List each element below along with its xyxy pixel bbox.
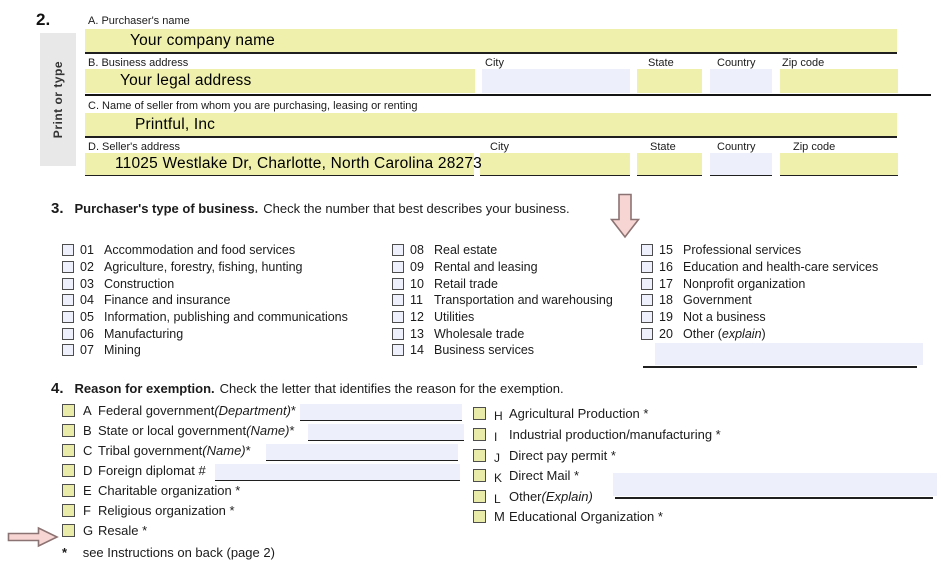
item-label: Direct Mail * bbox=[509, 468, 580, 483]
item-label: Not a business bbox=[683, 310, 766, 324]
seller-address-value[interactable]: 11025 Westlake Dr, Charlotte, North Carolina 28273 bbox=[115, 155, 482, 172]
checkbox-10[interactable] bbox=[392, 278, 404, 290]
item-number: 08 bbox=[410, 243, 424, 257]
item-label: Construction bbox=[104, 277, 175, 291]
checkbox-b[interactable] bbox=[62, 424, 75, 437]
item-label-italic: (Department) bbox=[214, 403, 291, 418]
arrow-down-icon bbox=[610, 193, 640, 239]
item-label: Foreign diplomat # bbox=[98, 463, 206, 478]
item-number: 04 bbox=[80, 293, 94, 307]
federal-government-input[interactable] bbox=[300, 404, 462, 421]
item-number: 01 bbox=[80, 243, 94, 257]
business-country-label: Country bbox=[717, 57, 756, 69]
item-letter: A bbox=[83, 403, 92, 418]
item-label-suffix: ) bbox=[761, 327, 766, 341]
business-address-label: B. Business address bbox=[88, 57, 189, 69]
other-exemption-input[interactable] bbox=[613, 473, 937, 496]
exemption-item-i bbox=[473, 427, 721, 442]
checkbox-04[interactable] bbox=[62, 294, 74, 306]
item-label: Direct pay permit * bbox=[509, 448, 616, 463]
checkbox-l[interactable] bbox=[473, 490, 486, 503]
item-letter: D bbox=[83, 463, 93, 478]
business-type-item-15 bbox=[641, 243, 801, 257]
item-label: Education and health-care services bbox=[683, 260, 879, 274]
item-number: 10 bbox=[410, 277, 424, 291]
foreign-diplomat-input[interactable] bbox=[215, 464, 460, 481]
exemption-item-b bbox=[62, 423, 295, 438]
checkbox-i[interactable] bbox=[473, 428, 486, 441]
section2-number: 2. bbox=[36, 10, 51, 29]
footnote-text: see Instructions on back (page 2) bbox=[82, 545, 275, 560]
business-type-item-11 bbox=[392, 293, 613, 307]
item-number: 12 bbox=[410, 310, 424, 324]
checkbox-f[interactable] bbox=[62, 504, 75, 517]
item-label-suffix: * bbox=[289, 423, 295, 438]
item-label: Agricultural Production * bbox=[509, 406, 649, 421]
item-label: Retail trade bbox=[434, 277, 498, 291]
item-letter: M bbox=[494, 509, 505, 524]
exemption-item-h bbox=[473, 406, 648, 421]
business-state-label: State bbox=[648, 57, 674, 69]
business-zip-field[interactable] bbox=[780, 69, 898, 93]
exemption-item-j bbox=[473, 448, 616, 463]
item-number: 05 bbox=[80, 310, 94, 324]
section4-title: Reason for exemption. bbox=[74, 381, 215, 396]
section4-instruction: Check the letter that identifies the reason for the exemption. bbox=[219, 381, 564, 396]
seller-zip-field[interactable] bbox=[780, 153, 898, 176]
item-label: Wholesale trade bbox=[434, 327, 525, 341]
checkbox-15[interactable] bbox=[641, 244, 653, 256]
checkbox-j[interactable] bbox=[473, 449, 486, 462]
business-type-item-06 bbox=[62, 327, 183, 341]
checkbox-g[interactable] bbox=[62, 524, 75, 537]
checkbox-k[interactable] bbox=[473, 469, 486, 482]
item-label: Real estate bbox=[434, 243, 498, 257]
item-number: 17 bbox=[659, 277, 673, 291]
item-label: State or local government bbox=[98, 423, 247, 438]
item-letter: F bbox=[83, 503, 91, 518]
business-type-item-17 bbox=[641, 277, 805, 291]
item-label: Rental and leasing bbox=[434, 260, 538, 274]
item-label-italic: (Name) bbox=[202, 443, 246, 458]
exemption-item-l bbox=[473, 489, 593, 504]
checkbox-06[interactable] bbox=[62, 328, 74, 340]
item-label: Mining bbox=[104, 343, 141, 357]
checkbox-18[interactable] bbox=[641, 294, 653, 306]
item-number: 09 bbox=[410, 260, 424, 274]
item-label: Manufacturing bbox=[104, 327, 184, 341]
item-label: Transportation and warehousing bbox=[434, 293, 613, 307]
item-label: Charitable organization * bbox=[98, 483, 241, 498]
business-type-item-07 bbox=[62, 343, 141, 357]
section3-instruction: Check the number that best describes your business. bbox=[263, 201, 570, 216]
section3-number: 3. bbox=[51, 200, 64, 217]
exemption-item-g bbox=[62, 523, 147, 538]
item-label-suffix: * bbox=[290, 403, 296, 418]
print-or-type-sidebar bbox=[40, 33, 76, 166]
seller-name-label: C. Name of seller from whom you are purchasing, leasing or renting bbox=[88, 100, 418, 112]
checkbox-c[interactable] bbox=[62, 444, 75, 457]
item-label: Federal government bbox=[98, 403, 215, 418]
section4-header bbox=[51, 380, 564, 397]
seller-name-value[interactable]: Printful, Inc bbox=[135, 116, 216, 133]
seller-state-label: State bbox=[650, 141, 676, 153]
other-explain-underline bbox=[643, 366, 917, 368]
seller-country-label: Country bbox=[717, 141, 756, 153]
checkbox-01[interactable] bbox=[62, 244, 74, 256]
item-label: Resale * bbox=[98, 523, 148, 538]
item-label: Agriculture, forestry, fishing, hunting bbox=[104, 260, 303, 274]
item-letter: J bbox=[494, 450, 500, 465]
item-number: 14 bbox=[410, 343, 424, 357]
business-address-value[interactable]: Your legal address bbox=[120, 72, 252, 89]
item-number: 06 bbox=[80, 327, 94, 341]
section4-number: 4. bbox=[51, 380, 64, 397]
footnote bbox=[62, 545, 275, 560]
item-number: 11 bbox=[410, 293, 423, 307]
item-label: Other ( bbox=[683, 327, 722, 341]
item-label: Finance and insurance bbox=[104, 293, 231, 307]
item-number: 03 bbox=[80, 277, 94, 291]
purchaser-name-label: A. Purchaser's name bbox=[88, 15, 190, 27]
business-type-item-04 bbox=[62, 293, 230, 307]
checkbox-13[interactable] bbox=[392, 328, 404, 340]
seller-country-field[interactable] bbox=[710, 153, 772, 176]
checkbox-20[interactable] bbox=[641, 328, 653, 340]
checkbox-a[interactable] bbox=[62, 404, 75, 417]
checkbox-d[interactable] bbox=[62, 464, 75, 477]
other-explain-input[interactable] bbox=[655, 343, 923, 365]
seller-state-field[interactable] bbox=[637, 153, 702, 176]
exemption-item-m bbox=[473, 509, 663, 524]
checkbox-h[interactable] bbox=[473, 407, 486, 420]
checkbox-19[interactable] bbox=[641, 311, 653, 323]
seller-city-label: City bbox=[490, 141, 509, 153]
business-type-item-10 bbox=[392, 277, 498, 291]
business-city-label: City bbox=[485, 57, 504, 69]
purchaser-name-value[interactable]: Your company name bbox=[130, 32, 275, 49]
business-type-item-19 bbox=[641, 310, 766, 324]
item-number: 07 bbox=[80, 343, 94, 357]
business-city-field[interactable] bbox=[482, 69, 630, 93]
item-letter: H bbox=[494, 408, 503, 423]
item-letter: E bbox=[83, 483, 92, 498]
item-number: 15 bbox=[659, 243, 673, 257]
business-type-item-16 bbox=[641, 260, 878, 274]
item-label: Nonprofit organization bbox=[683, 277, 806, 291]
checkbox-14[interactable] bbox=[392, 344, 404, 356]
item-label: Accommodation and food services bbox=[104, 243, 296, 257]
business-state-field[interactable] bbox=[637, 69, 702, 93]
item-label: Information, publishing and communications bbox=[104, 310, 348, 324]
item-letter: I bbox=[494, 429, 498, 444]
item-letter: L bbox=[494, 491, 501, 506]
business-type-item-18 bbox=[641, 293, 752, 307]
checkbox-e[interactable] bbox=[62, 484, 75, 497]
exemption-item-e bbox=[62, 483, 240, 498]
checkbox-17[interactable] bbox=[641, 278, 653, 290]
item-label: Business services bbox=[434, 343, 535, 357]
checkbox-11[interactable] bbox=[392, 294, 404, 306]
exemption-item-k bbox=[473, 468, 579, 483]
checkbox-09[interactable] bbox=[392, 261, 404, 273]
business-type-item-12 bbox=[392, 310, 474, 324]
item-number: 19 bbox=[659, 310, 673, 324]
checkbox-05[interactable] bbox=[62, 311, 74, 323]
item-letter: G bbox=[83, 523, 94, 538]
footnote-star: * bbox=[62, 545, 68, 560]
tribal-government-input[interactable] bbox=[266, 444, 458, 461]
item-label: Utilities bbox=[434, 310, 475, 324]
item-label: Religious organization * bbox=[98, 503, 235, 518]
business-type-item-03 bbox=[62, 277, 174, 291]
business-type-item-08 bbox=[392, 243, 497, 257]
exemption-item-a bbox=[62, 403, 296, 418]
checkbox-16[interactable] bbox=[641, 261, 653, 273]
item-label-italic: explain bbox=[721, 327, 762, 341]
exemption-item-c bbox=[62, 443, 251, 458]
item-label-suffix: * bbox=[245, 443, 251, 458]
item-letter: K bbox=[494, 470, 503, 485]
checkbox-03[interactable] bbox=[62, 278, 74, 290]
item-label-italic: (Name) bbox=[246, 423, 290, 438]
item-label: Professional services bbox=[683, 243, 802, 257]
item-label: Educational Organization * bbox=[509, 509, 663, 524]
item-label-italic: (Explain) bbox=[541, 489, 593, 504]
exemption-item-d bbox=[62, 463, 206, 478]
checkbox-m[interactable] bbox=[473, 510, 486, 523]
item-number: 18 bbox=[659, 293, 673, 307]
item-label: Other bbox=[509, 489, 542, 504]
checkbox-08[interactable] bbox=[392, 244, 404, 256]
print-or-type-label: Print or type bbox=[51, 60, 65, 139]
seller-address-label: D. Seller's address bbox=[88, 141, 180, 153]
checkbox-07[interactable] bbox=[62, 344, 74, 356]
business-type-item-14 bbox=[392, 343, 534, 357]
section3-title: Purchaser's type of business. bbox=[74, 201, 259, 216]
item-label: Tribal government bbox=[98, 443, 203, 458]
item-letter: B bbox=[83, 423, 92, 438]
business-country-field[interactable] bbox=[710, 69, 772, 93]
item-number: 20 bbox=[659, 327, 673, 341]
business-type-item-01 bbox=[62, 243, 295, 257]
item-label: Industrial production/manufacturing * bbox=[509, 427, 721, 442]
business-type-item-09 bbox=[392, 260, 538, 274]
item-label: Government bbox=[683, 293, 752, 307]
exemption-item-f bbox=[62, 503, 235, 518]
row-b-divider bbox=[85, 94, 931, 96]
seller-zip-label: Zip code bbox=[793, 141, 836, 153]
business-zip-label: Zip code bbox=[782, 57, 825, 69]
checkbox-02[interactable] bbox=[62, 261, 74, 273]
item-letter: C bbox=[83, 443, 93, 458]
state-local-government-input[interactable] bbox=[308, 424, 464, 441]
business-type-item-13 bbox=[392, 327, 524, 341]
checkbox-12[interactable] bbox=[392, 311, 404, 323]
item-number: 13 bbox=[410, 327, 424, 341]
item-number: 02 bbox=[80, 260, 94, 274]
business-type-item-02 bbox=[62, 260, 302, 274]
item-number: 16 bbox=[659, 260, 673, 274]
seller-city-field[interactable] bbox=[480, 153, 630, 176]
business-type-item-20 bbox=[641, 327, 766, 341]
section3-header bbox=[51, 200, 570, 217]
arrow-right-icon bbox=[7, 526, 59, 548]
business-type-item-05 bbox=[62, 310, 348, 324]
other-exemption-underline bbox=[615, 497, 933, 499]
